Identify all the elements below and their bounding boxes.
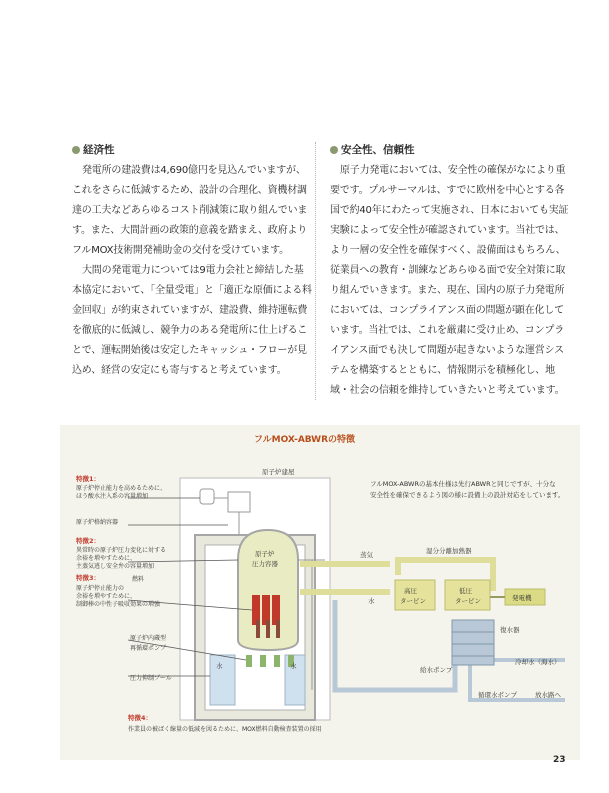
feature2-line-1: 異常時の原子炉圧力変化に対する bbox=[76, 547, 167, 554]
hp-turbine-box bbox=[395, 580, 435, 610]
label-generator: 発電機 bbox=[512, 594, 532, 602]
label-lp-1: 低圧 bbox=[459, 587, 472, 595]
condenser-box bbox=[452, 620, 494, 665]
feature1-line-1: 原子炉停止能力を高めるために、 bbox=[76, 485, 167, 492]
feature2-line-2: 余裕を増やすために、 bbox=[76, 555, 137, 562]
reactor-building bbox=[180, 478, 330, 720]
figure-note-2: 安全性を確保できるよう図の様に設備上の設計対応をしています。 bbox=[370, 491, 565, 499]
feature3-line-1: 原子炉停止能力の bbox=[76, 585, 125, 592]
feature4-title: 特徴4： bbox=[128, 714, 153, 722]
label-water-line: 水 bbox=[368, 597, 375, 605]
label-internal-pump-1: 原子炉内蔵型 bbox=[130, 635, 167, 642]
economy-paragraph-1: 発電所の建設費は4,690億円を見込んでいますが、これをさらに低減するため、設計の合理化、資機材調達の工夫などあらゆるコスト削減策に取り組んでいます。また、大間計画の政策的意義を踏まえ、政府よりフルMOX技術開発補助金の交付を受けています。 bbox=[72, 165, 308, 256]
lp-turbine-box bbox=[445, 580, 490, 610]
label-containment: 原子炉格納容器 bbox=[76, 519, 119, 526]
label-water-right: 水 bbox=[290, 662, 297, 670]
feature1-title: 特徴1： bbox=[76, 475, 101, 483]
label-lp-2: タービン bbox=[455, 597, 481, 605]
feature2-title: 特徴2： bbox=[76, 537, 101, 545]
label-hp-2: タービン bbox=[400, 597, 426, 605]
feature3-line-2: 余裕を増やすために、 bbox=[76, 593, 137, 600]
label-discharge: 放水路へ bbox=[535, 691, 561, 699]
feature2-line-3: 主蒸気逃し安全弁の容量増加 bbox=[76, 563, 155, 570]
label-suppression-pool: 圧力抑制プール bbox=[130, 675, 172, 682]
label-steam: 蒸気 bbox=[360, 551, 373, 559]
label-fuel: 燃料 bbox=[132, 576, 145, 583]
safety-title: 安全性、信頼性 bbox=[341, 144, 415, 156]
label-condenser: 復水器 bbox=[500, 626, 520, 634]
label-rpv-1: 原子炉 bbox=[255, 550, 275, 558]
building-label: 原子炉建屋 bbox=[262, 468, 295, 476]
feature4-line: 作業員の被ばく線量の低減を図るために、MOX燃料自動検査装置の採用 bbox=[128, 726, 322, 733]
feature3-line-3: 制御棒の中性子吸収効果の増強 bbox=[76, 601, 161, 608]
label-water-left: 水 bbox=[216, 662, 223, 670]
figure-note-1: フルMOX-ABWRの基本仕様は先行ABWRと同じですが、十分な bbox=[370, 480, 556, 488]
feature3-title: 特徴3： bbox=[76, 574, 101, 582]
safety-paragraph-1: 原子力発電においては、安全性の確保がなにより重要です。プルサーマルは、すでに欧州を中心とする各国で約40年にわたって実施され、日本においても実証実験によって安全性が確認されています。当社では、より一層の安全性を確保すべく、設備面はもちろん、従業員への教育・訓練などあらゆる面で安全対策に取り組んでいきます。また、現在、国内の原子力発電所においては、コンプライアンス面の問題が顕在化しています。当社では、これを厳粛に受け止め、コンプライアンス面でも決して問題が起きないような運営システムを構築するとともに、情報開示を積極化し、地域・社会の信頼を維持していきたいと考えています。 bbox=[330, 165, 569, 396]
piping bbox=[300, 557, 565, 700]
economy-title: 経済性 bbox=[83, 144, 115, 156]
label-circ-pump: 循環水ポンプ bbox=[478, 691, 517, 699]
economy-paragraph-2: 大間の発電電力については9電力会社と締結した基本協定において、「全量受電」と「適正な原価による料金回収」が約束されていますが、建設費、維持運転費を徹底的に低減し、競争力のある発電所に仕上げることで、運転開始後は安定したキャッシュ・フローが見込め、経営の安定にも寄与すると考えています。 bbox=[72, 265, 312, 376]
label-moisture-separator: 湿分分離加熱器 bbox=[426, 547, 472, 555]
label-cooling-water: 冷却水（海水） bbox=[515, 658, 561, 666]
label-internal-pump-2: 再循環ポンプ bbox=[130, 645, 167, 652]
figure-title: フルMOX-ABWRの特徴 bbox=[253, 435, 356, 445]
label-water-pump: 給水ポンプ bbox=[420, 666, 453, 674]
page-number: 23 bbox=[553, 755, 566, 765]
label-rpv-2: 圧力容器 bbox=[252, 560, 278, 568]
feature1-line-2: ほう酸水注入系の容量増加 bbox=[76, 493, 149, 500]
label-hp-1: 高圧 bbox=[404, 587, 417, 595]
